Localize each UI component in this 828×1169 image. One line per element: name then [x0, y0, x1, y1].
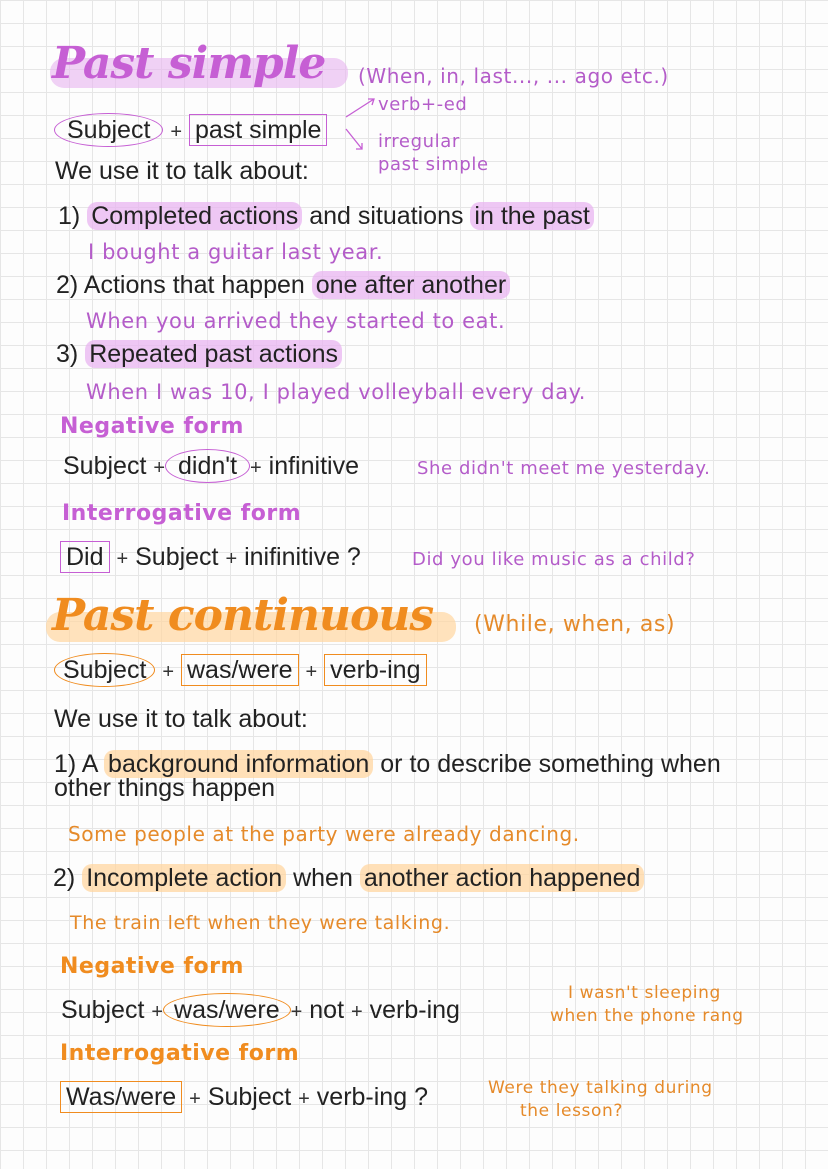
- past-continuous-negative-example-1: I wasn't sleeping: [568, 983, 721, 1003]
- formula-verb: past simple: [189, 114, 327, 146]
- use-highlight-2: another action happened: [360, 864, 645, 892]
- formula-verb: verb-ing: [369, 996, 460, 1024]
- formula-plus: +: [162, 661, 175, 683]
- use-text: when: [286, 864, 360, 892]
- formula-verb: infinitive: [268, 452, 359, 480]
- use-highlight: one after another: [312, 271, 510, 299]
- past-continuous-use-2: [53, 864, 644, 893]
- past-continuous-example-1: Some people at the party were already dancing.: [68, 822, 580, 846]
- past-simple-example-3: When I was 10, I played volleyball every day.: [86, 380, 586, 404]
- formula-plus: +: [153, 457, 166, 479]
- use-highlight: background information: [104, 750, 373, 778]
- formula-subject: Subject: [61, 996, 145, 1024]
- formula-plus: +: [116, 548, 129, 570]
- use-text: Actions that happen: [78, 271, 312, 299]
- formula-plus: +: [290, 1001, 303, 1023]
- past-simple-use-2: [56, 271, 510, 300]
- past-continuous-example-2: The train left when they were talking.: [70, 912, 451, 934]
- use-number: 1): [54, 750, 77, 778]
- past-simple-negative-formula: [63, 452, 359, 481]
- formula-plus: +: [250, 457, 262, 479]
- use-number: 2): [56, 271, 79, 299]
- formula-plus: +: [350, 1001, 363, 1023]
- past-simple-negative-example: She didn't meet me yesterday.: [417, 458, 711, 479]
- use-number: 2): [53, 864, 76, 892]
- past-simple-interrogative-label: Interrogative form: [62, 501, 302, 526]
- past-simple-formula: [54, 116, 327, 145]
- formula-subject: Subject: [207, 1083, 292, 1111]
- past-simple-negative-label: Negative form: [60, 414, 244, 439]
- formula-plus: +: [170, 121, 183, 143]
- formula-aux: didn't: [165, 449, 250, 483]
- branch-regular: verb+-ed: [378, 94, 468, 115]
- past-continuous-interrogative-formula: [60, 1083, 428, 1112]
- past-simple-title: Past simple: [52, 38, 326, 89]
- past-simple-interrogative-formula: [60, 543, 361, 572]
- past-simple-time-words: (When, in, last..., ... ago etc.): [358, 64, 669, 88]
- branch-irregular-1: irregular: [378, 131, 460, 152]
- past-simple-use-1: [58, 202, 594, 231]
- use-text: A: [76, 750, 105, 778]
- formula-subject: Subject: [63, 452, 147, 480]
- branch-irregular-2: past simple: [378, 154, 489, 175]
- formula-plus: +: [225, 548, 238, 570]
- formula-aux: Did: [60, 541, 110, 573]
- past-continuous-negative-example-2: when the phone rang: [550, 1006, 744, 1026]
- use-highlight: Incomplete action: [82, 864, 286, 892]
- formula-verb: verb-ing ?: [316, 1083, 428, 1111]
- past-simple-use-3: [56, 340, 342, 369]
- past-continuous-time-words: (While, when, as): [474, 612, 676, 637]
- formula-plus: +: [298, 1088, 310, 1110]
- past-simple-example-2: When you arrived they started to eat.: [86, 309, 506, 333]
- branch-arrows-icon: [340, 95, 380, 155]
- past-continuous-interrogative-label: Interrogative form: [60, 1041, 300, 1066]
- formula-plus: +: [189, 1088, 201, 1110]
- past-continuous-formula: [54, 656, 427, 685]
- use-highlight: Repeated past actions: [85, 340, 342, 368]
- past-continuous-negative-label: Negative form: [60, 954, 244, 979]
- use-text-2: or to describe something when: [373, 750, 721, 778]
- past-continuous-use-1-line-2: other things happen: [54, 774, 276, 802]
- formula-aux: was/were: [163, 993, 291, 1027]
- past-simple-use-intro: We use it to talk about:: [55, 157, 309, 185]
- formula-not: not: [309, 996, 345, 1024]
- past-simple-example-1: I bought a guitar last year.: [88, 240, 384, 264]
- formula-subject: Subject: [135, 543, 219, 571]
- use-text: and situations: [302, 202, 471, 230]
- past-continuous-use-intro: We use it to talk about:: [54, 705, 308, 733]
- formula-verb: verb-ing: [324, 654, 426, 686]
- past-continuous-title: Past continuous: [52, 590, 434, 641]
- formula-subject: Subject: [54, 113, 163, 147]
- use-number: 3): [56, 340, 79, 368]
- use-highlight-2: in the past: [470, 202, 593, 230]
- use-number: 1): [58, 202, 81, 230]
- past-continuous-interrogative-example-2: the lesson?: [520, 1101, 623, 1121]
- past-continuous-interrogative-example-1: Were they talking during: [488, 1078, 713, 1098]
- formula-aux: was/were: [181, 654, 299, 686]
- past-simple-interrogative-example: Did you like music as a child?: [412, 549, 696, 570]
- past-continuous-negative-formula: [61, 996, 460, 1025]
- formula-aux: Was/were: [60, 1081, 182, 1113]
- formula-plus: +: [151, 1001, 164, 1023]
- formula-plus: +: [305, 661, 318, 683]
- formula-subject: Subject: [54, 653, 155, 687]
- use-highlight: Completed actions: [87, 202, 302, 230]
- formula-verb: inifinitive ?: [244, 543, 361, 571]
